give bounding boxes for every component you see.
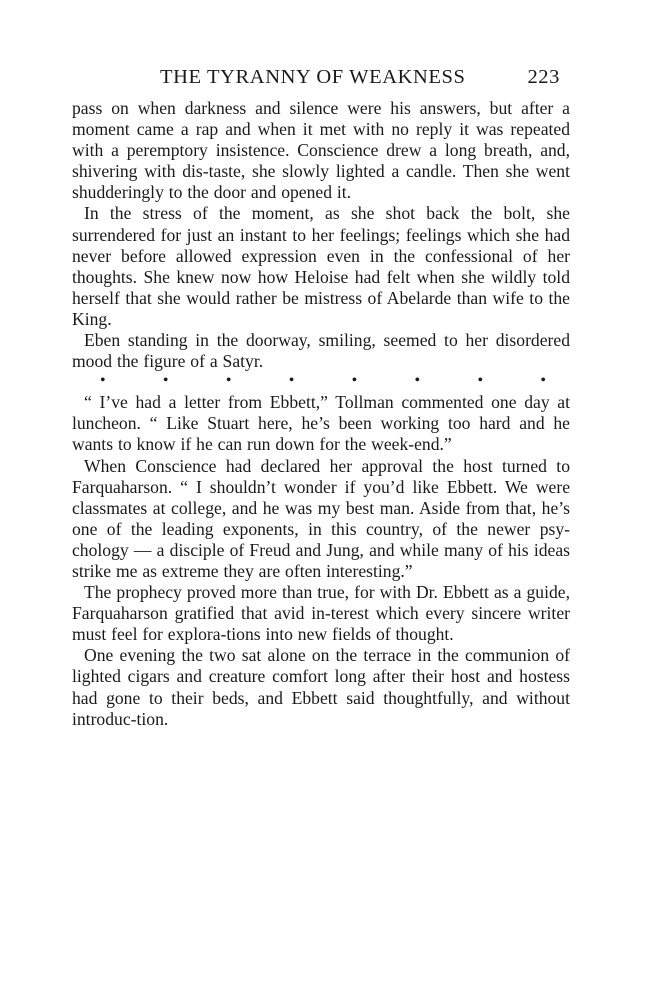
section-break-dot: •	[477, 372, 484, 390]
paragraph: “ I’ve had a letter from Ebbett,” Tollman commented one day at luncheon. “ Like Stuart here, he’s been working too hard and he wants to know if he can run down for the week-end.”	[72, 392, 570, 455]
paragraph: In the stress of the moment, as she shot back the bolt, she surrendered for just an instant to her feelings; feelings which she had never before allowed expression even in the confessional of her thoughts. She knew now how Heloise had felt when she wildly told herself that she would rather be mistress of Abelarde than wife to the King.	[72, 203, 570, 329]
section-break-dot: •	[100, 372, 106, 390]
page-number: 223	[527, 66, 560, 88]
section-break-dot: •	[351, 372, 358, 390]
paragraph: When Conscience had declared her approval the host turned to Farquaharson. “ I shouldn’t wonder if you’d like Ebbett. We were classmates at college, and he was my best man. Aside from that, he’s one of the leading exponents, in this country, of the newer psy-chology — a disciple of Freud and Jung, and while many of his ideas strike me as extreme they are often interesting.”	[72, 455, 570, 581]
section-break-dot: •	[414, 372, 421, 390]
section-break-dot: •	[225, 372, 232, 390]
running-title: THE TYRANNY OF WEAKNESS	[160, 66, 466, 88]
section-break-dot: •	[288, 372, 295, 390]
section-break	[72, 372, 570, 390]
section-break-dot: •	[540, 372, 546, 390]
book-page	[72, 62, 570, 730]
section-break-dot: •	[162, 372, 169, 390]
paragraph: One evening the two sat alone on the terrace in the communion of lighted cigars and creature comfort long after their host and hostess had gone to their beds, and Ebbett said thoughtfully, and without introduc-tion.	[72, 645, 570, 729]
running-head	[72, 62, 570, 98]
body-text	[72, 98, 570, 730]
paragraph: Eben standing in the doorway, smiling, seemed to her disordered mood the figure of a Satyr.	[72, 330, 570, 372]
paragraph: The prophecy proved more than true, for with Dr. Ebbett as a guide, Farquaharson gratified that avid in-terest which every sincere writer must feel for explora-tions into new fields of thought.	[72, 582, 570, 645]
paragraph: pass on when darkness and silence were his answers, but after a moment came a rap and when it met with no reply it was repeated with a peremptory insistence. Conscience drew a long breath, and, shivering with dis-taste, she slowly lighted a candle. Then she went shudderingly to the door and opened it.	[72, 98, 570, 203]
